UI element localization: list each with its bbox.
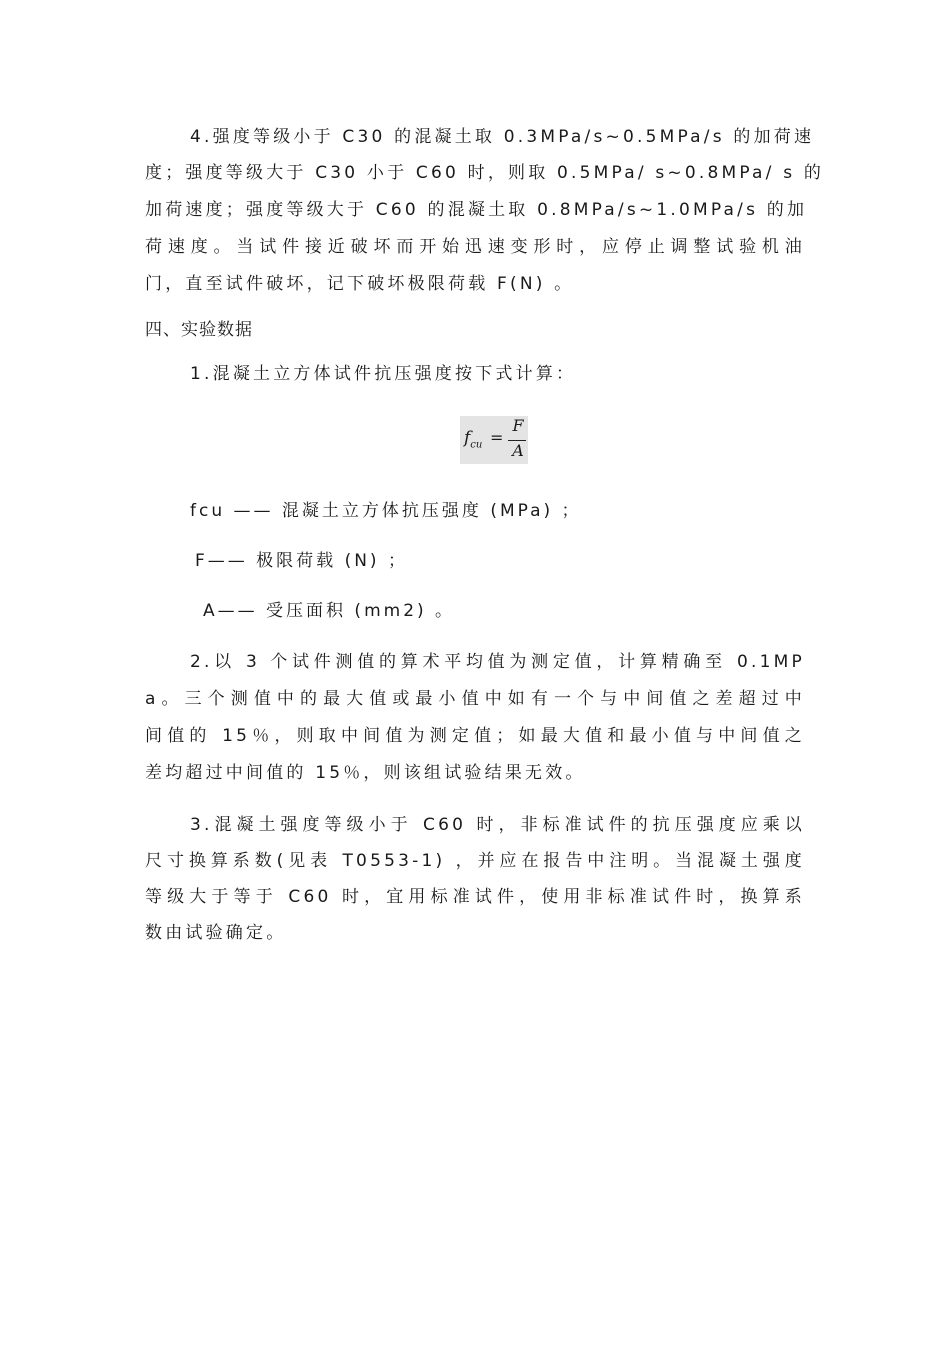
formula-lhs-subscript: cu bbox=[470, 439, 483, 451]
item-3-line-3: 等级大于等于 C60 时，宜用标准试件，使用非标准试件时，换算系 bbox=[145, 887, 805, 907]
formula-numerator: F bbox=[512, 416, 524, 435]
paragraph-4-line-4: 荷速度。当试件接近破坏而开始迅速变形时，应停止调整试验机油 bbox=[145, 237, 805, 257]
definition-fcu: fcu —— 混凝土立方体抗压强度 (MPa) ； bbox=[190, 501, 582, 521]
item-3-line-2: 尺寸换算系数(见表 T0553-1) ，并应在报告中注明。当混凝土强度 bbox=[145, 851, 805, 871]
formula-image bbox=[460, 416, 528, 464]
item-2-line-3: 间值的 15％，则取中间值为测定值；如最大值和最小值与中间值之 bbox=[145, 726, 805, 746]
definition-a: A—— 受压面积 (mm2) 。 bbox=[203, 601, 456, 621]
item-2-line-1: 2.以 3 个试件测值的算术平均值为测定值，计算精确至 0.1MP bbox=[190, 652, 805, 672]
item-3-line-4: 数由试验确定。 bbox=[145, 923, 287, 943]
definition-f: F—— 极限荷载 (N) ； bbox=[195, 551, 408, 571]
paragraph-4-line-1: 4.强度等级小于 C30 的混凝土取 0.3MPa/s~0.5MPa/s 的加荷速 bbox=[190, 127, 815, 147]
paragraph-4-line-2: 度；强度等级大于 C30 小于 C60 时，则取 0.5MPa/ s~0.8MPa/ s 的 bbox=[145, 163, 825, 183]
formula-equals: = bbox=[490, 428, 504, 447]
item-2-line-4: 差均超过中间值的 15％，则该组试验结果无效。 bbox=[145, 763, 586, 783]
formula-lhs: $f_{cu}$ bbox=[464, 428, 483, 451]
formula-denominator: A bbox=[512, 441, 524, 460]
item-3-line-1: 3.混凝土强度等级小于 C60 时，非标准试件的抗压强度应乘以 bbox=[190, 815, 805, 835]
paragraph-4-line-3: 加荷速度；强度等级大于 C60 的混凝土取 0.8MPa/s~1.0MPa/s 的加 bbox=[145, 200, 808, 220]
item-1-text: 1.混凝土立方体试件抗压强度按下式计算： bbox=[190, 364, 577, 384]
paragraph-4-line-5: 门，直至试件破坏，记下破坏极限荷载 F(N) 。 bbox=[145, 274, 575, 294]
section-heading: 四、实验数据 bbox=[145, 320, 253, 340]
item-2-line-2: a。三个测值中的最大值或最小值中如有一个与中间值之差超过中 bbox=[145, 689, 805, 709]
